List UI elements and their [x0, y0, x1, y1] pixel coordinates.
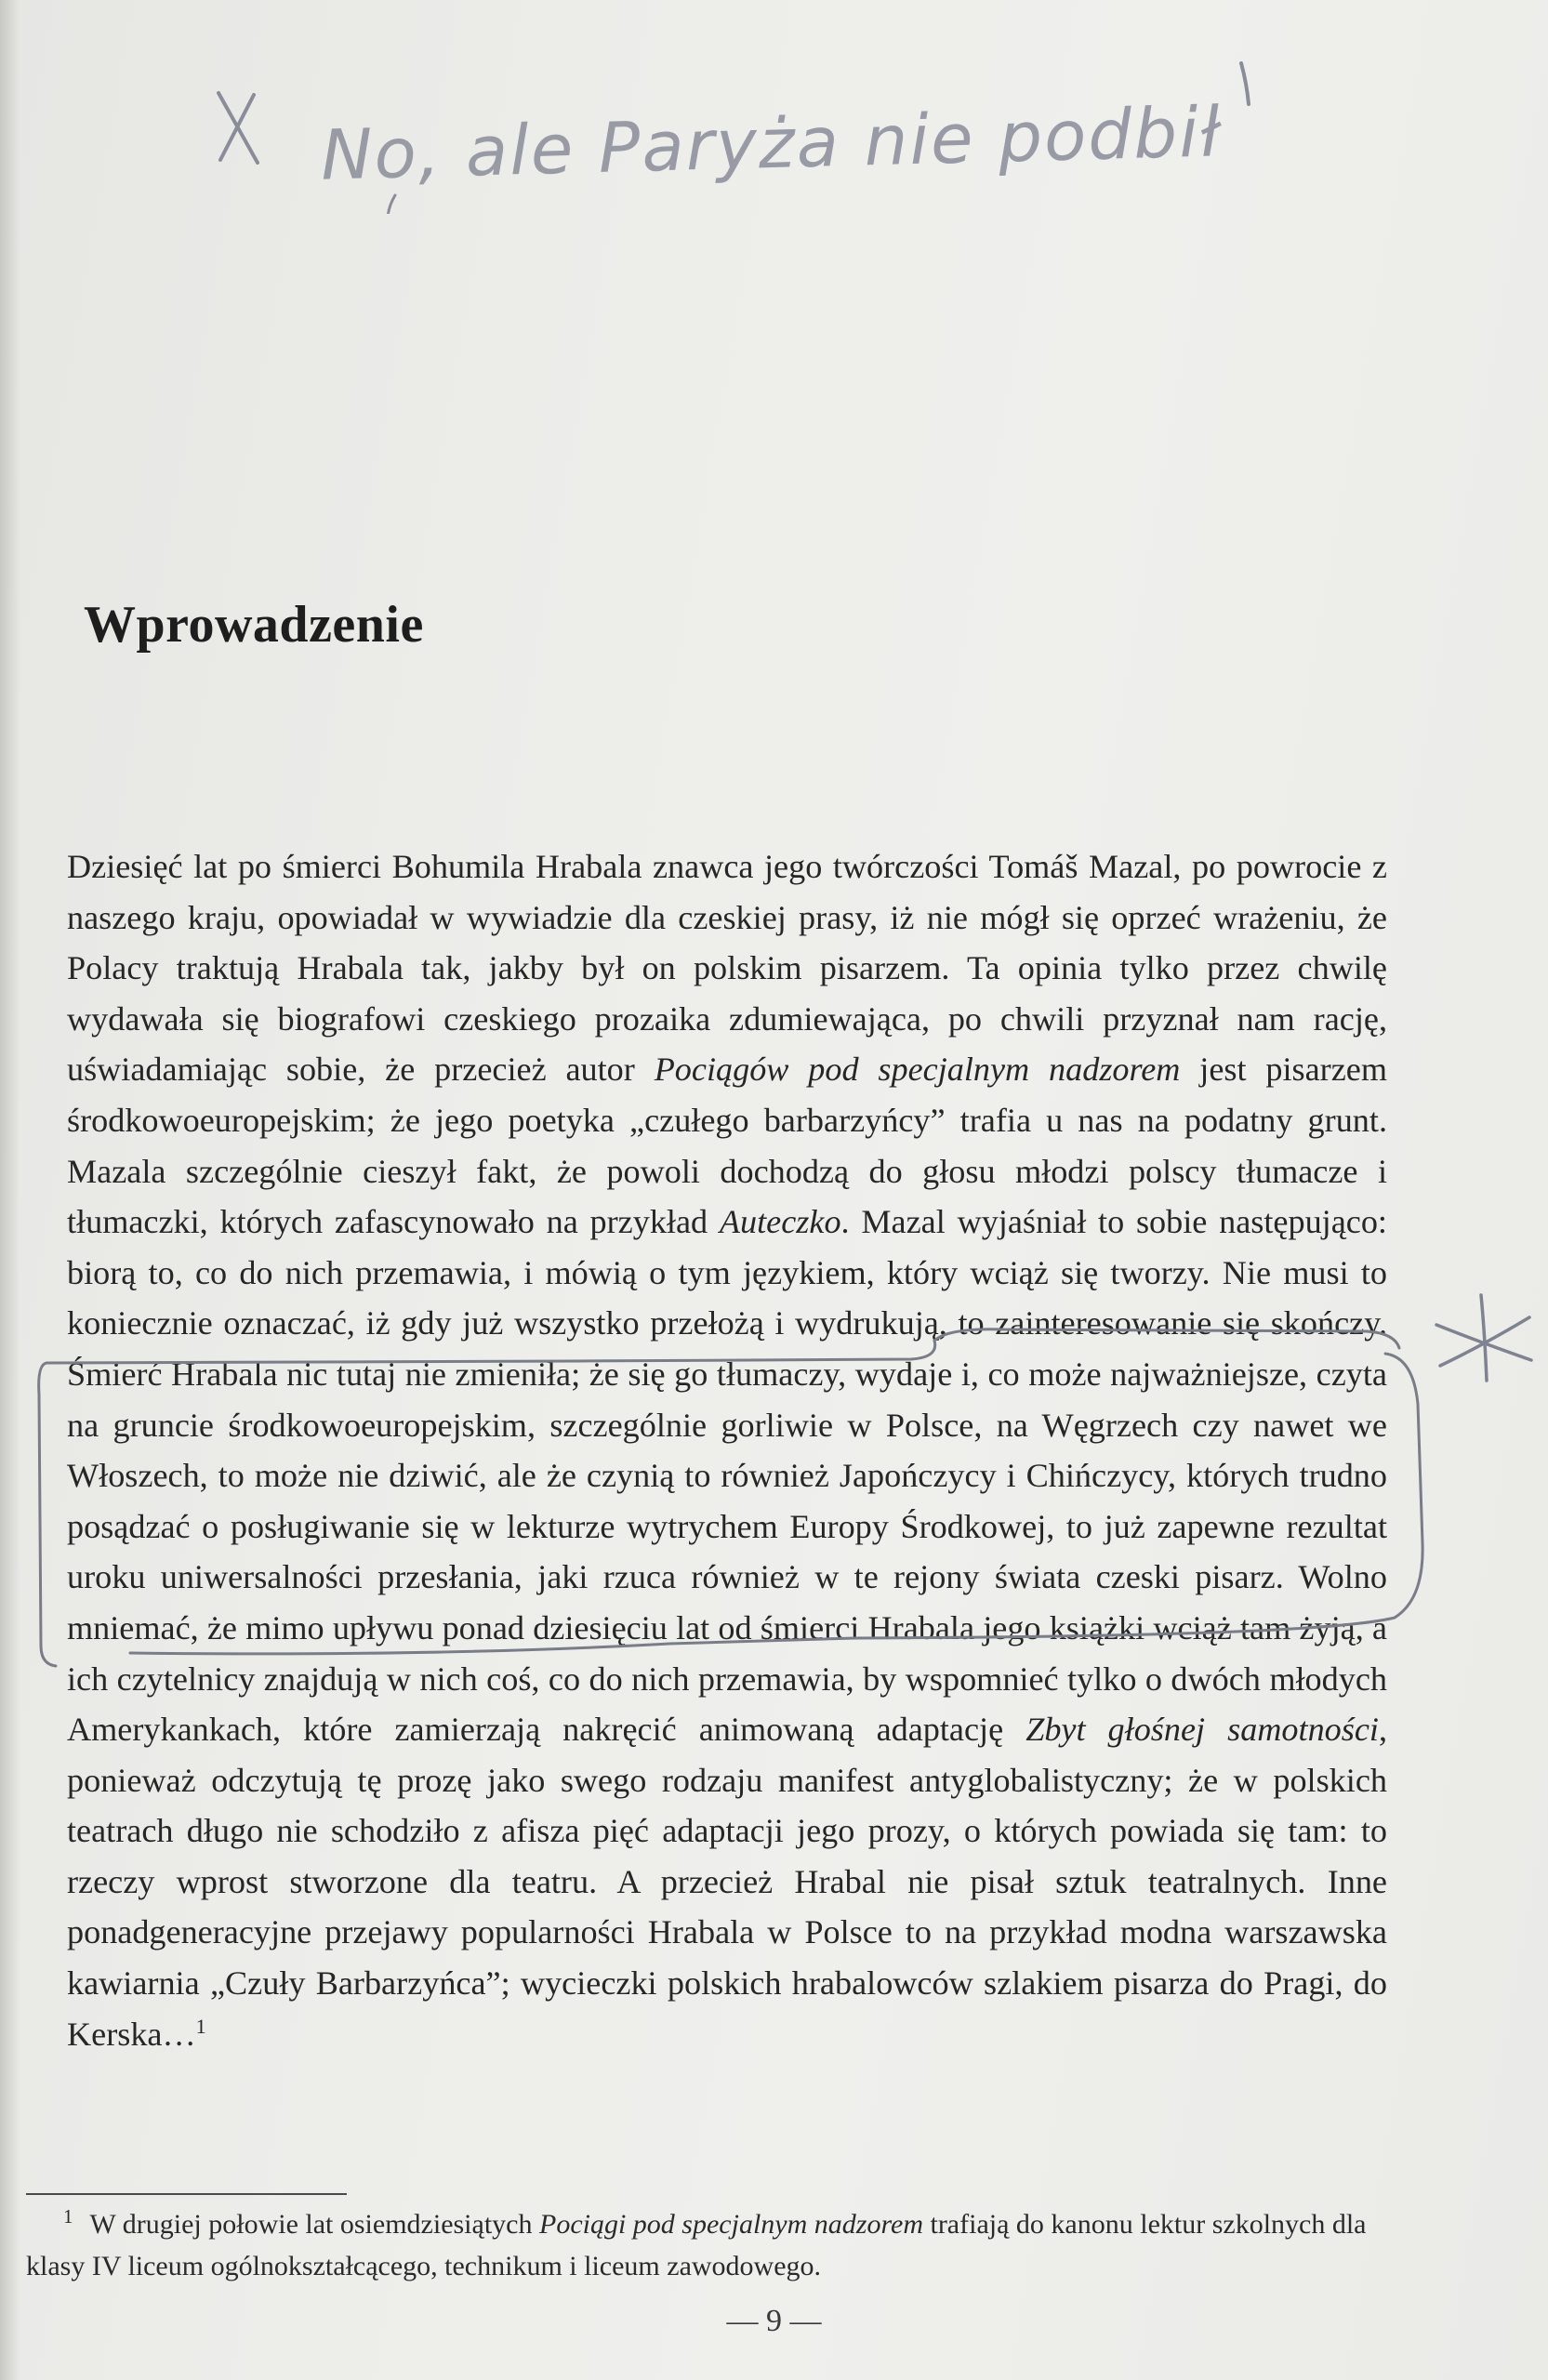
italic-title-1: Pociągów pod specjalnym nadzorem: [654, 1051, 1181, 1089]
page-number: — 9 —: [726, 2304, 822, 2338]
footnote-reference: 1: [195, 2014, 206, 2038]
footnote: [26, 2203, 1402, 2287]
margin-asterisk-icon: [1427, 1288, 1539, 1390]
italic-title-2: Auteczko: [719, 1203, 841, 1241]
footnote-divider: [26, 2193, 347, 2195]
italic-title-3: Zbyt głośnej samotności: [1025, 1711, 1379, 1749]
footnote-text-before: W drugiej połowie lat osiemdziesiątych: [89, 2209, 539, 2240]
handwritten-note-text: No, ale Paryża nie podbił: [320, 92, 1224, 196]
body-segment-1: Dziesięć lat po śmierci Bohumila Hrabala znawca jego twórczości Tomáš Mazal, po powrocie z naszego kraju, opowiadał w wywiadzie dla czeskiej prasy, iż nie mógł się oprzeć wrażeniu, że Polacy traktują Hrabala tak, jakby był on polskim pisarzem. Ta opinia tylko przez chwilę wydawała się biografowi czeskiego prozaika zdumiewająca, po chwili przyznał nam rację, uświadamiając sobie, że przecież autor: [67, 848, 1387, 1089]
body-paragraph: [67, 841, 1387, 2059]
chapter-title: Wprowadzenie: [84, 596, 424, 654]
footnote-italic-title: Pociągi pod specjalnym nadzorem: [539, 2209, 923, 2240]
footnote-text-after: trafiają do kanonu lektur szkolnych dla klasy IV liceum ogólnokształcącego, technikum i liceum zawodowego.: [26, 2209, 1367, 2281]
handwritten-annotation: [200, 56, 1316, 214]
body-segment-2: jest pisarzem środkowoeuropejskim; że jego poetyka „czułego barbarzyńcy” trafia u nas na podatny grunt. Mazala szczególnie cieszył fakt, że powoli dochodzą do głosu młodzi polscy tłumacze i tłumaczki, których zafascynowało na przykład: [67, 1051, 1387, 1241]
body-segment-3: . Mazal wyjaśniał to sobie następująco: biorą to, co do nich przemawia, i mówią o tym językiem, który wciąż się tworzy. Nie musi to koniecznie oznaczać, iż gdy już wszystko przełożą i wydrukują, to zainteresowanie się skończy. Śmierć Hrabala nic tutaj nie zmieniła; że się go tłumaczy, wydaje i, co może najważniejsze, czyta na gruncie środkowoeuropejskim, szczególnie gorliwie w Polsce, na Węgrzech czy nawet we Włoszech, to może nie dziwić, ale że czynią to również Japończycy i Chińczycy, których trudno posądzać o posługiwanie się w lekturze wytrychem Europy Środkowej, to już zapewne rezultat uroku uniwersalności przesłania, jaki rzuca również w te rejony świata czeski pisarz. Wolno mniemać, że mimo upływu ponad dziesięciu lat od śmierci Hrabala jego książki wciąż tam żyją, a ich czytelnicy znajdują w nich coś, co do nich przemawia, by wspomnieć tylko o dwóch młodych Amerykankach, które zamierzają nakręcić animowaną adaptację: [67, 1203, 1387, 1749]
footnote-number: 1: [63, 2205, 73, 2228]
body-segment-4: , ponieważ odczytują tę prozę jako swego rodzaju manifest antyglobalistyczny; że w polskich teatrach długo nie schodziło z afisza pięć adaptacji jego prozy, o których powiada się tam: to rzeczy wprost stworzone dla teatru. A przecież Hrabal nie pisał sztuk teatralnych. Inne ponadgeneracyjne przejawy popularności Hrabala w Polsce to na przykład modna warszawska kawiarnia „Czuły Barbarzyńca”; wycieczki polskich hrabalowców szlakiem pisarza do Pragi, do Kerska…: [67, 1711, 1388, 2053]
